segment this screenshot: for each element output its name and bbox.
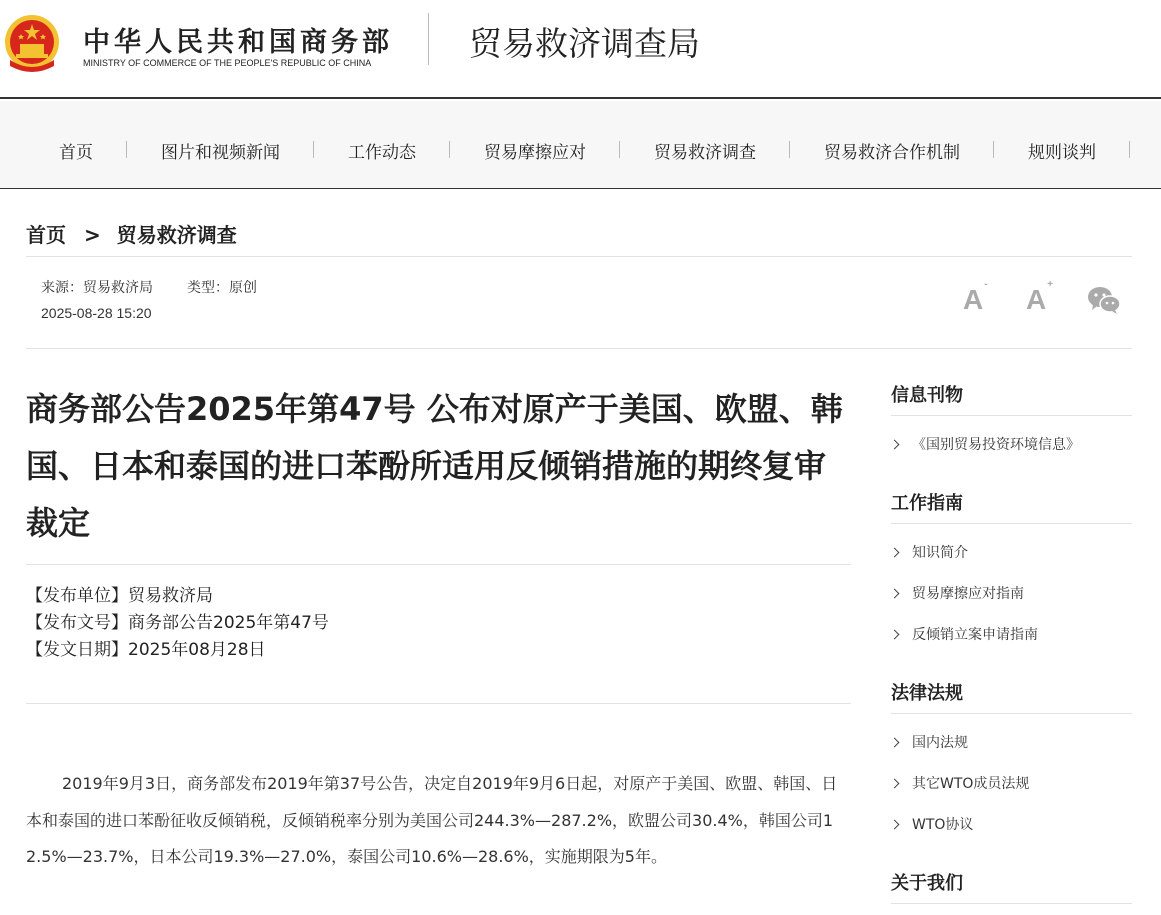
issue-date-field: 【发文日期】2025年08月28日 xyxy=(26,640,266,660)
national-emblem-icon[interactable] xyxy=(2,12,62,76)
meta-type: 类型：原创 xyxy=(187,280,257,296)
divider xyxy=(26,256,1132,257)
chevron-right-icon xyxy=(890,779,900,789)
nav-item-rules-negotiation[interactable]: 规则谈判 xyxy=(1028,143,1096,163)
nav-divider xyxy=(126,141,127,158)
wechat-icon[interactable] xyxy=(1087,285,1121,315)
nav-item-trade-remedy-investigation[interactable]: 贸易救济调查 xyxy=(654,143,756,163)
divider xyxy=(26,703,851,704)
ministry-name-en: MINISTRY OF COMMERCE OF THE PEOPLE'S REPUBLIC OF CHINA xyxy=(83,58,372,68)
sidebar-item-knowledge-intro[interactable]: 知识简介 xyxy=(891,542,968,562)
main-nav xyxy=(0,101,1161,189)
sidebar-item-wto-agreements[interactable]: WTO协议 xyxy=(891,814,973,834)
chevron-right-icon xyxy=(890,548,900,558)
nav-item-cooperation-mechanism[interactable]: 贸易救济合作机制 xyxy=(824,143,960,163)
chevron-right-icon xyxy=(890,440,900,450)
sidebar-divider xyxy=(891,523,1132,524)
nav-item-work-updates[interactable]: 工作动态 xyxy=(348,143,416,163)
issuer-field: 【发布单位】贸易救济局 xyxy=(26,586,213,606)
sidebar-heading-laws: 法律法规 xyxy=(891,683,963,704)
article-title: 商务部公告2025年第47号 公布对原产于美国、欧盟、韩国、日本和泰国的进口苯酚所适用反倾销措施的期终复审裁定 xyxy=(26,390,843,542)
nav-item-home[interactable]: 首页 xyxy=(59,143,93,163)
nav-divider xyxy=(789,141,790,158)
chevron-right-icon xyxy=(890,738,900,748)
ministry-name-cn: 中华人民共和国商务部 xyxy=(83,27,393,58)
meta-source: 来源：贸易救济局 xyxy=(41,280,153,296)
sidebar-item-wto-member-laws[interactable]: 其它WTO成员法规 xyxy=(891,773,1029,793)
breadcrumb-home[interactable]: 首页 xyxy=(26,223,66,247)
meta-datetime: 2025-08-28 15:20 xyxy=(41,305,152,321)
sidebar-heading-about-us: 关于我们 xyxy=(891,873,963,894)
chevron-right-icon xyxy=(890,630,900,640)
breadcrumb-separator: > xyxy=(84,223,101,247)
nav-divider xyxy=(449,141,450,158)
nav-divider xyxy=(993,141,994,158)
doc-number-field: 【发布文号】商务部公告2025年第47号 xyxy=(26,613,329,633)
sidebar-item-country-trade-info[interactable]: 《国别贸易投资环境信息》 xyxy=(891,434,1080,454)
nav-divider xyxy=(313,141,314,158)
sidebar-divider xyxy=(891,903,1132,904)
sidebar-divider xyxy=(891,415,1132,416)
increase-font-button[interactable]: A+ xyxy=(1026,278,1054,315)
site-header xyxy=(0,0,1161,99)
nav-divider xyxy=(619,141,620,158)
divider xyxy=(26,348,1132,349)
breadcrumb-current[interactable]: 贸易救济调查 xyxy=(116,223,237,247)
sidebar-item-antidumping-guide[interactable]: 反倾销立案申请指南 xyxy=(891,624,1038,644)
nav-divider xyxy=(1129,141,1130,158)
chevron-right-icon xyxy=(890,820,900,830)
font-a-icon: A xyxy=(963,284,984,315)
font-a-icon: A xyxy=(1026,284,1047,315)
divider xyxy=(26,564,851,565)
sidebar-heading-work-guide: 工作指南 xyxy=(891,493,963,514)
sidebar-item-friction-guide[interactable]: 贸易摩擦应对指南 xyxy=(891,583,1024,603)
chevron-right-icon xyxy=(890,589,900,599)
header-divider xyxy=(428,13,429,65)
nav-item-photo-video-news[interactable]: 图片和视频新闻 xyxy=(161,143,280,163)
bureau-title[interactable]: 贸易救济调查局 xyxy=(469,24,700,63)
sidebar-divider xyxy=(891,713,1132,714)
nav-item-trade-friction[interactable]: 贸易摩擦应对 xyxy=(484,143,586,163)
decrease-font-button[interactable]: A- xyxy=(963,278,988,315)
breadcrumb xyxy=(26,219,237,248)
sidebar-item-domestic-laws[interactable]: 国内法规 xyxy=(891,732,968,752)
article-paragraph: 2019年9月3日，商务部发布2019年第37号公告，决定自2019年9月6日起，对原产于美国、欧盟、韩国、日本和泰国的进口苯酚征收反倾销税，反倾销税率分别为美国公司244.3%—287.2%，欧盟公司30.4%，韩国公司12.5%—23.7%，日本公司19.3%—27.0%，泰国公司10.6%—28.6%，实施期限为5年。 xyxy=(26,774,838,866)
article-meta xyxy=(41,277,257,297)
sidebar-heading-publications: 信息刊物 xyxy=(891,385,963,406)
